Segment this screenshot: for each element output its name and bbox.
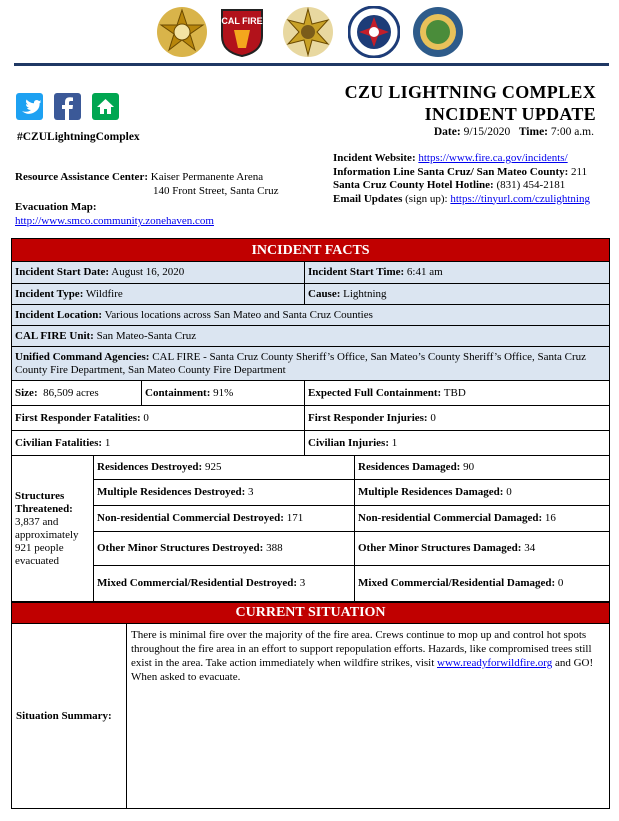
res-damaged-value: 90 (463, 461, 475, 473)
multi-destroyed-cell (94, 480, 355, 506)
hashtag: #CZULightningComplex (17, 131, 140, 143)
mixed-destroyed-label: Mixed Commercial/Residential Destroyed: (97, 577, 297, 589)
situation-text-before: There is minimal fire over the majority of the fire area. Crews continue to mop up and control hot spots throughout the fire area in an effort to support repopulation efforts. Hazards, like compromised trees still exist in the area. Take action immediately when wildfire strikes, visit (131, 629, 592, 669)
start-date-value: August 16, 2020 (111, 266, 185, 278)
incident-type-label: Incident Type: (15, 287, 84, 300)
mixed-damaged-cell (355, 566, 610, 602)
situation-summary-label-cell (12, 624, 127, 809)
civ-fatalities-cell (12, 431, 305, 456)
date-value: 9/15/2020 (463, 126, 511, 138)
civ-fatalities-value: 1 (104, 436, 111, 449)
nonres-destroyed-cell (94, 506, 355, 532)
cause-cell (305, 284, 610, 305)
nonres-damaged-value: 16 (544, 512, 556, 524)
mixed-destroyed-value: 3 (299, 577, 306, 589)
agency-logos (0, 6, 619, 58)
resource-center-label: Resource Assistance Center: (15, 171, 148, 183)
current-situation-banner: CURRENT SITUATION (12, 603, 610, 624)
cause-value: Lightning (343, 287, 387, 300)
unified-command-value: CAL FIRE - Santa Cruz County Sheriff’s Office, San Mateo’s County Sheriff’s Office, Santa Cruz County Fire Department, San Mateo County Fire Department (15, 350, 587, 376)
situation-summary-text (127, 624, 610, 809)
multi-destroyed-label: Multiple Residences Destroyed: (97, 486, 246, 498)
containment-label: Containment: (145, 386, 211, 399)
size-cell (12, 381, 142, 406)
sheriff-star-badge-icon (282, 6, 334, 58)
website-link[interactable]: https://www.fire.ca.gov/incidents/ (418, 152, 568, 164)
incident-facts-banner: INCIDENT FACTS (12, 239, 610, 262)
civ-injuries-cell (305, 431, 610, 456)
email-updates-link[interactable]: https://tinyurl.com/czulightning (450, 192, 590, 205)
expected-containment-label: Expected Full Containment: (308, 386, 442, 399)
civ-injuries-value: 1 (391, 436, 398, 449)
nonres-damaged-label: Non-residential Commercial Damaged: (358, 512, 543, 524)
fr-fatalities-value: 0 (143, 411, 149, 424)
evacuation-map-label: Evacuation Map: (15, 201, 97, 213)
size-label: Size: (15, 386, 38, 399)
hotel-hotline-label: Santa Cruz County Hotel Hotline: (333, 179, 494, 191)
start-time-value: 6:41 am (406, 266, 443, 278)
sheriff-star-badge-icon (156, 6, 208, 58)
structures-threatened-value: 3,837 and approximately 921 people evacuated (15, 515, 79, 567)
header-rule (14, 63, 609, 66)
start-time-label: Incident Start Time: (308, 266, 405, 278)
incident-location-value: Various locations across San Mateo and Santa Cruz Counties (104, 308, 373, 321)
home-icon[interactable] (92, 93, 119, 120)
email-updates-label: Email Updates (333, 192, 403, 205)
containment-value: 91% (213, 386, 234, 399)
minor-destroyed-cell (94, 532, 355, 566)
multi-destroyed-value: 3 (248, 486, 254, 498)
fr-fatalities-cell (12, 406, 305, 431)
expected-containment-cell (305, 381, 610, 406)
res-destroyed-label: Residences Destroyed: (97, 461, 203, 473)
res-damaged-label: Residences Damaged: (358, 461, 461, 473)
cal-fire-unit-cell (12, 326, 610, 347)
evacuation-map-link[interactable]: http://www.smco.community.zonehaven.com (15, 215, 214, 227)
multi-damaged-cell (355, 480, 610, 506)
structures-threatened-cell (12, 456, 94, 602)
cal-fire-badge-icon (216, 6, 268, 58)
fr-injuries-label: First Responder Injuries: (308, 411, 428, 424)
minor-destroyed-label: Other Minor Structures Destroyed: (97, 542, 264, 554)
nonres-destroyed-value: 171 (286, 512, 304, 524)
res-destroyed-value: 925 (204, 461, 222, 473)
structures-threatened-label: Structures Threatened: (15, 489, 73, 515)
mixed-destroyed-cell (94, 566, 355, 602)
page-title-line2: INCIDENT UPDATE (424, 104, 596, 124)
civ-injuries-label: Civilian Injuries: (308, 436, 389, 449)
cal-fire-unit-label: CAL FIRE Unit: (15, 329, 94, 342)
nonres-destroyed-label: Non-residential Commercial Destroyed: (97, 512, 284, 524)
current-situation-table (11, 602, 610, 809)
multi-damaged-value: 0 (506, 486, 512, 498)
ready-for-wildfire-link[interactable]: www.readyforwildfire.org (437, 657, 553, 669)
fire-department-emblem-icon (348, 6, 400, 58)
size-value: 86,509 acres (43, 386, 99, 399)
twitter-icon[interactable] (16, 93, 43, 120)
mixed-damaged-label: Mixed Commercial/Residential Damaged: (358, 577, 556, 589)
incident-type-cell (12, 284, 305, 305)
resource-center-address: 140 Front Street, Santa Cruz (153, 185, 279, 197)
unified-command-cell (12, 347, 610, 381)
evacuation-map (15, 200, 214, 228)
situation-text-after: and GO! When asked to evacuate. (131, 657, 594, 683)
date-label: Date: (433, 126, 461, 138)
time-value: 7:00 a.m. (550, 126, 594, 138)
incident-facts-table (11, 238, 610, 602)
civ-fatalities-label: Civilian Fatalities: (15, 436, 103, 449)
fr-fatalities-label: First Responder Fatalities: (15, 411, 141, 424)
incident-type-value: Wildfire (85, 287, 123, 300)
minor-damaged-cell (355, 532, 610, 566)
start-date-cell (12, 262, 305, 284)
minor-damaged-value: 34 (524, 542, 536, 554)
res-destroyed-cell (94, 456, 355, 480)
fr-injuries-value: 0 (430, 411, 436, 424)
facebook-icon[interactable] (54, 93, 81, 120)
infoline-label: Information Line Santa Cruz/ San Mateo County: (333, 165, 569, 178)
date-time-line (434, 126, 594, 138)
cause-label: Cause: (308, 287, 341, 300)
res-damaged-cell (355, 456, 610, 480)
email-signup-text: (sign up): (405, 192, 448, 205)
expected-containment-value: TBD (443, 386, 466, 399)
situation-summary-label: Situation Summary: (16, 710, 112, 722)
info-block (333, 152, 590, 206)
infoline-value: 211 (571, 165, 588, 178)
hotel-hotline-value: (831) 454-2181 (496, 179, 566, 191)
containment-cell (142, 381, 305, 406)
logo-lettering: CAL FIRE (221, 16, 263, 26)
resource-center (15, 170, 279, 197)
fr-injuries-cell (305, 406, 610, 431)
incident-location-label: Incident Location: (15, 308, 103, 321)
unified-command-label: Unified Command Agencies: (15, 350, 150, 363)
cal-fire-unit-value: San Mateo-Santa Cruz (96, 329, 197, 342)
minor-destroyed-value: 388 (266, 542, 283, 554)
start-date-label: Incident Start Date: (15, 266, 110, 278)
time-label: Time: (518, 126, 548, 138)
mixed-damaged-value: 0 (557, 577, 564, 589)
start-time-cell (305, 262, 610, 284)
incident-location-cell (12, 305, 610, 326)
page-title-line1: CZU LIGHTNING COMPLEX (344, 82, 596, 102)
minor-damaged-label: Other Minor Structures Damaged: (358, 542, 522, 554)
nonres-damaged-cell (355, 506, 610, 532)
multi-damaged-label: Multiple Residences Damaged: (358, 486, 504, 498)
resource-center-name: Kaiser Permanente Arena (150, 171, 264, 183)
san-mateo-county-seal-icon (412, 6, 464, 58)
website-label: Incident Website: (333, 152, 416, 164)
